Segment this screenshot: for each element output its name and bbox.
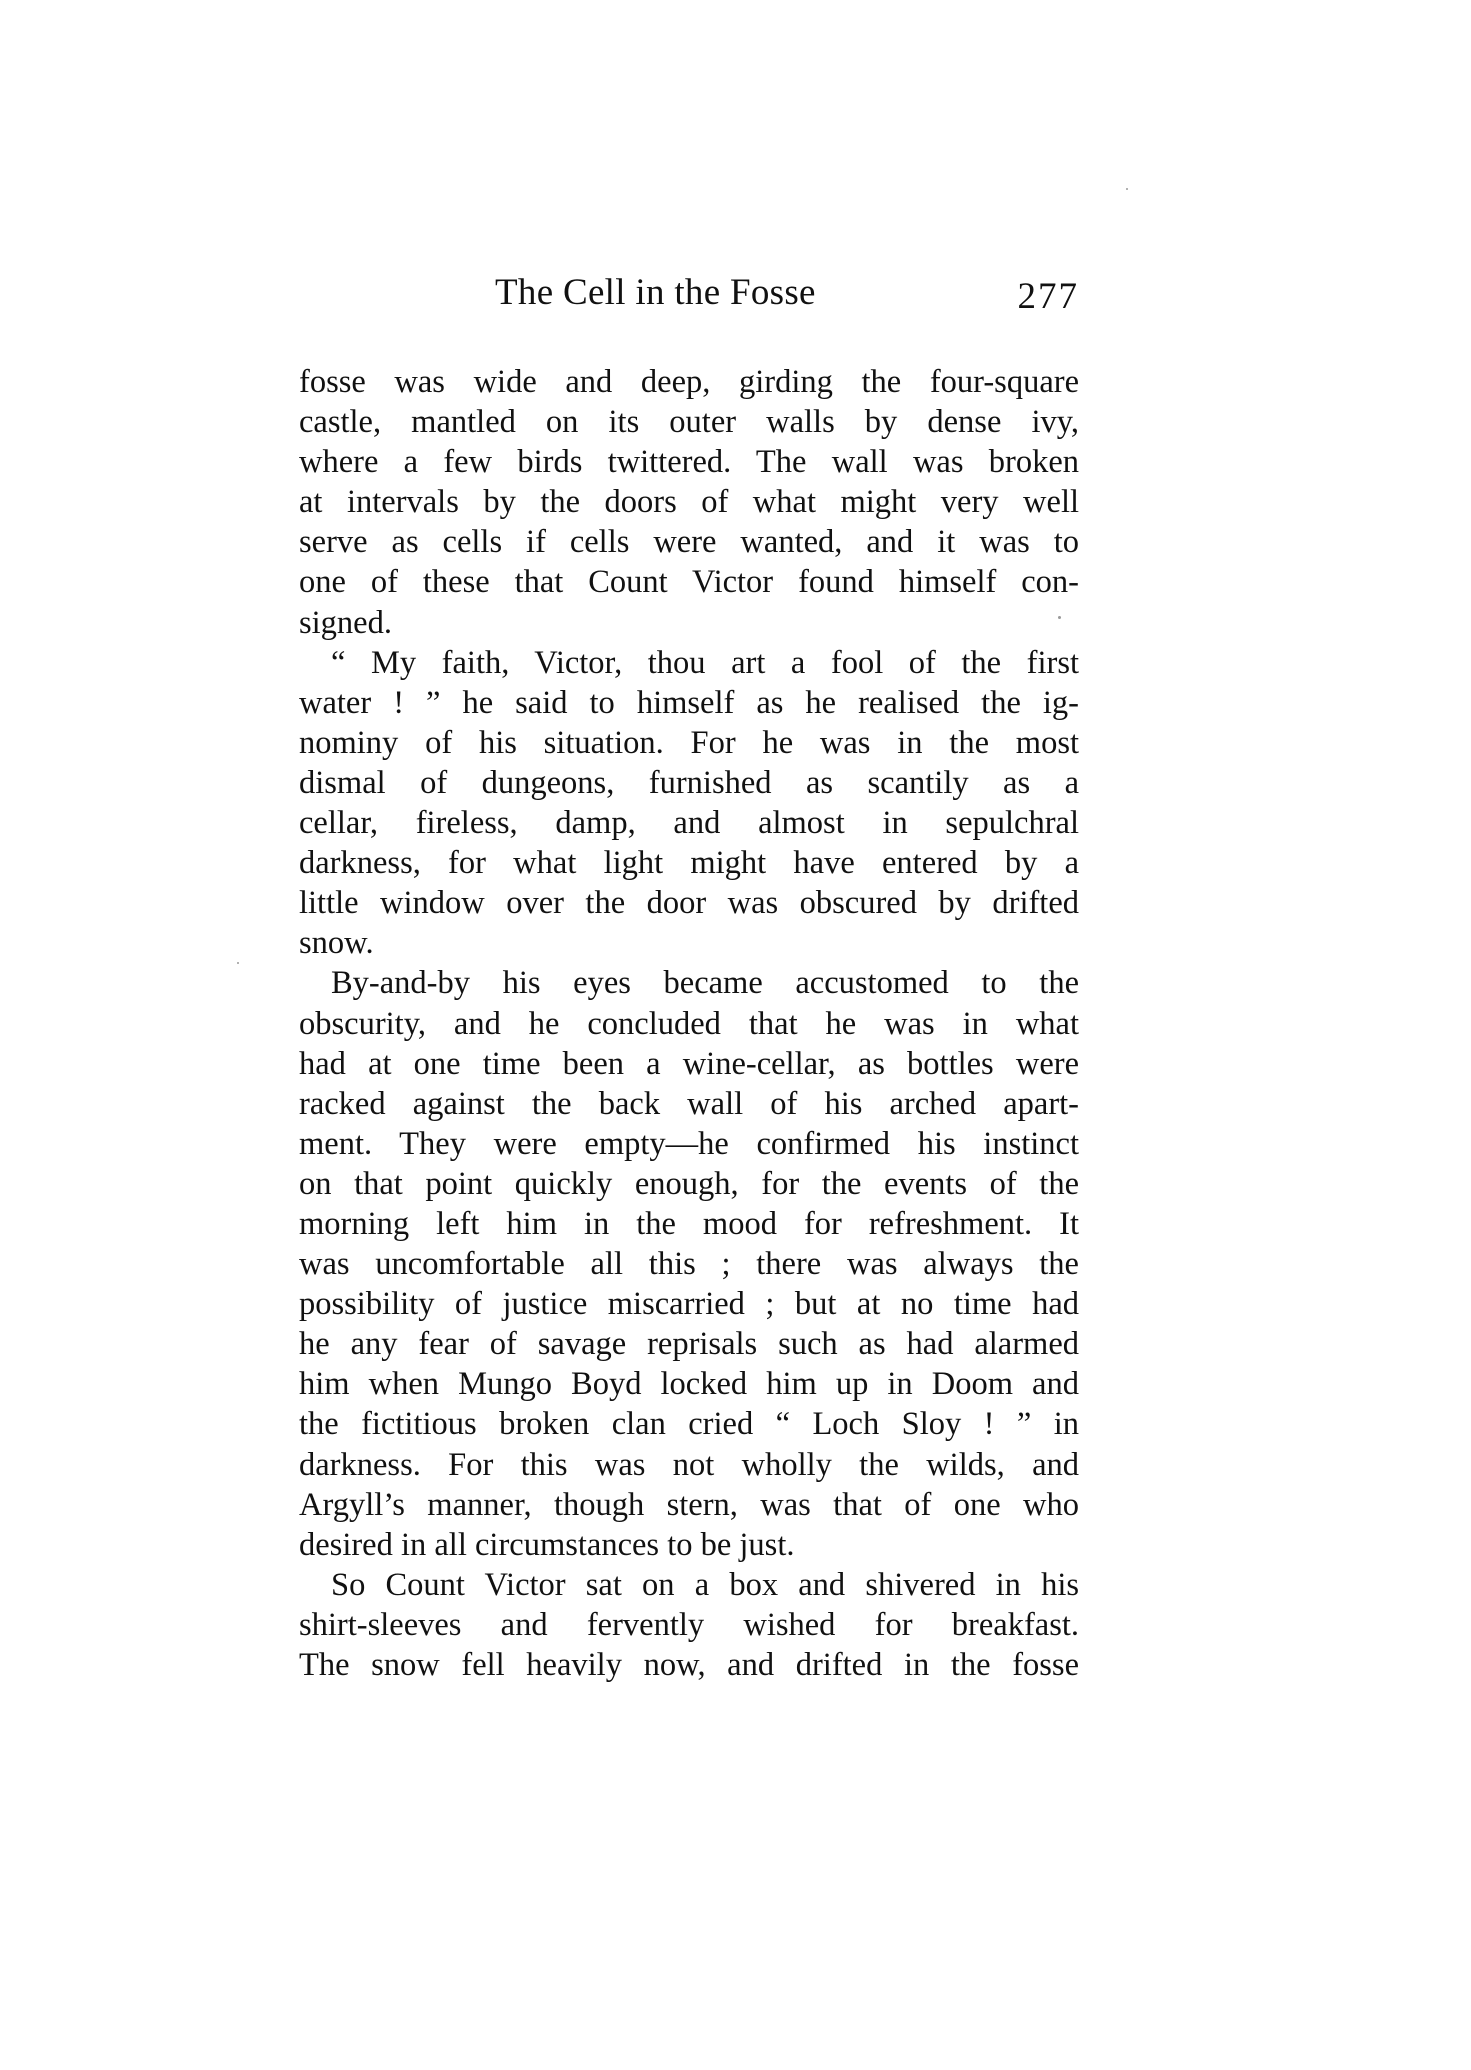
text-line: obscurity, and he concluded that he was in what [299, 1005, 1079, 1042]
text-line: nominy of his situation. For he was in the most [299, 724, 1079, 761]
text-line: By-and-by his eyes became accustomed to the [331, 965, 1079, 1002]
paper-speck [1126, 188, 1128, 190]
text-line: fosse was wide and deep, girding the four-square [299, 364, 1079, 400]
text-line: where a few birds twittered. The wall was broken [299, 444, 1079, 481]
page-number: 277 [1017, 276, 1079, 317]
text-line: castle, mantled on its outer walls by dense ivy, [299, 404, 1079, 441]
text-line: dismal of dungeons, furnished as scantily as a [299, 764, 1079, 801]
text-line: water ! ” he said to himself as he realised the ig- [299, 684, 1079, 721]
paper-speck [1058, 616, 1061, 619]
text-line: morning left him in the mood for refreshment. It [299, 1205, 1079, 1242]
text-line: shirt-sleeves and fervently wished for breakfast. [299, 1606, 1079, 1643]
text-line: racked against the back wall of his arched apart- [299, 1085, 1079, 1122]
text-line: signed. [299, 604, 392, 641]
text-line: snow. [299, 925, 374, 962]
text-line: desired in all circumstances to be just. [299, 1526, 795, 1563]
text-line: the fictitious broken clan cried “ Loch Sloy ! ” in [299, 1406, 1079, 1443]
text-line: had at one time been a wine-cellar, as bottles were [299, 1045, 1079, 1082]
paragraph [299, 643, 1079, 964]
text-line: at intervals by the doors of what might very well [299, 484, 1079, 521]
text-line: him when Mungo Boyd locked him up in Doom and [299, 1366, 1079, 1403]
text-line: little window over the door was obscured by drifted [299, 885, 1079, 922]
paragraph [299, 963, 1079, 1564]
text-line: darkness, for what light might have entered by a [299, 845, 1079, 882]
text-line: So Count Victor sat on a box and shivered in his [331, 1566, 1079, 1603]
text-line: The snow fell heavily now, and drifted in the fosse [299, 1647, 1079, 1683]
text-line: was uncomfortable all this ; there was always the [299, 1246, 1079, 1283]
body-text [299, 362, 1079, 1685]
text-line: cellar, fireless, damp, and almost in sepulchral [299, 805, 1079, 842]
text-line: one of these that Count Victor found himself con- [299, 564, 1079, 601]
paragraph [299, 362, 1079, 643]
running-title: The Cell in the Fosse [495, 272, 816, 313]
text-line: darkness. For this was not wholly the wilds, and [299, 1446, 1079, 1483]
paragraph [299, 1565, 1079, 1685]
text-line: on that point quickly enough, for the events of the [299, 1165, 1079, 1202]
text-line: possibility of justice miscarried ; but at no time had [299, 1286, 1079, 1323]
text-line: serve as cells if cells were wanted, and it was to [299, 524, 1079, 561]
text-line: he any fear of savage reprisals such as had alarmed [299, 1326, 1079, 1363]
paper-speck [237, 962, 239, 964]
text-line: “ My faith, Victor, thou art a fool of the first [331, 644, 1079, 681]
running-head [299, 268, 1079, 328]
text-line: ment. They were empty—he confirmed his instinct [299, 1125, 1079, 1162]
text-line: Argyll’s manner, though stern, was that of one who [299, 1486, 1079, 1523]
